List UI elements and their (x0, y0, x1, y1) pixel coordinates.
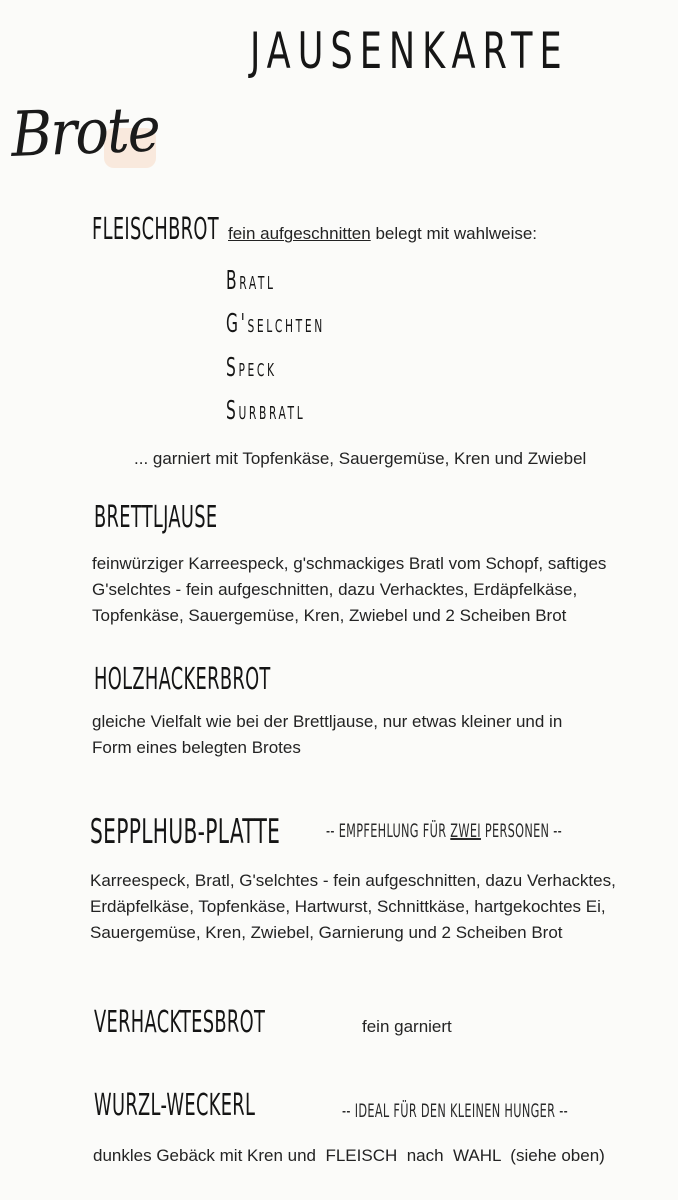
option-item: Bratl (226, 266, 276, 296)
desc-line: Topfenkäse, Sauergemüse, Kren, Zwiebel und 2 Scheiben Brot (92, 606, 567, 625)
brettljause-heading: BRETTLJAUSE (94, 500, 218, 535)
holzhackerbrot-heading: HOLZHACKERBROT (94, 662, 271, 697)
sepplhub-note (326, 820, 562, 842)
desc-line: Sauergemüse, Kren, Zwiebel, Garnierung und 2 Scheiben Brot (90, 923, 563, 942)
fleischbrot-desc (228, 221, 537, 247)
sepplhub-note-emph: ZWEI (450, 820, 481, 842)
desc-line: feinwürziger Karreespeck, g'schmackiges Bratl vom Schopf, saftiges (92, 554, 607, 573)
fleischbrot-garnish: ... garniert mit Topfenkäse, Sauergemüse, Kren und Zwiebel (134, 449, 587, 468)
fleischbrot-heading: FLEISCHBROT (92, 212, 219, 247)
menu-title: JAUSENKARTE (250, 22, 569, 80)
section-heading: Brote (10, 92, 160, 171)
holzhackerbrot-desc (92, 709, 677, 761)
option-item: Speck (226, 353, 277, 383)
option-item: G'selchten (226, 309, 325, 339)
fleischbrot-desc-rest: belegt mit wahlweise: (375, 224, 538, 243)
wurzl-desc: dunkles Gebäck mit Kren und FLEISCH nach WAHL (siehe oben) (93, 1146, 605, 1165)
sepplhub-heading: SEPPLHUB-PLATTE (90, 812, 281, 852)
wurzl-heading: WURZL-WECKERL (94, 1088, 256, 1123)
wurzl-note: -- IDEAL FÜR DEN KLEINEN HUNGER -- (342, 1100, 569, 1122)
verhacktesbrot-heading: VERHACKTESBROT (94, 1005, 266, 1040)
desc-line: G'selchtes - fein aufgeschnitten, dazu Verhacktes, Erdäpfelkäse, (92, 580, 578, 599)
option-item: Surbratl (226, 396, 306, 426)
brettljause-desc (92, 551, 677, 629)
sepplhub-note-before: -- EMPFEHLUNG FÜR (326, 820, 447, 842)
desc-line: Form eines belegten Brotes (92, 738, 301, 757)
sepplhub-desc (90, 868, 675, 946)
desc-line: Karreespeck, Bratl, G'selchtes - fein aufgeschnitten, dazu Verhacktes, (90, 871, 616, 890)
desc-line: Erdäpfelkäse, Topfenkäse, Hartwurst, Schnittkäse, hartgekochtes Ei, (90, 897, 606, 916)
verhacktesbrot-desc: fein garniert (362, 1017, 452, 1036)
fleischbrot-desc-underlined: fein aufgeschnitten (228, 224, 371, 243)
desc-line: gleiche Vielfalt wie bei der Brettljause, nur etwas kleiner und in (92, 712, 563, 731)
sepplhub-note-after: PERSONEN -- (484, 820, 563, 842)
